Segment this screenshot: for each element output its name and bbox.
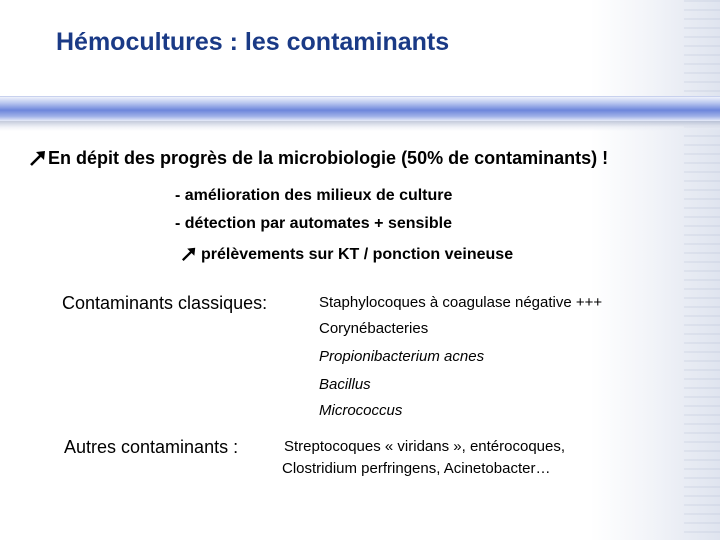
diagonal-arrow-icon (29, 149, 47, 167)
sub-point-1: - amélioration des milieux de culture (175, 187, 453, 204)
classic-item: Corynébacteries (319, 320, 429, 337)
other-contaminants-line: Streptocoques « viridans », entérocoques, (284, 438, 566, 455)
other-contaminants-line: Clostridium perfringens, Acinetobacter… (282, 460, 551, 477)
main-point: En dépit des progrès de la microbiologie (50% de contaminants) ! (48, 148, 609, 168)
conclusion-point: prélèvements sur KT / ponction veineuse (201, 246, 514, 263)
classic-item: Propionibacterium acnes (319, 348, 485, 365)
classic-item: Staphylocoques à coagulase négative +++ (319, 294, 603, 311)
title-band (0, 97, 720, 121)
classic-item: Bacillus (319, 376, 371, 393)
diagonal-arrow-icon (181, 246, 197, 262)
classic-item: Micrococcus (319, 402, 403, 419)
edge-texture (684, 0, 720, 540)
sub-point-2: - détection par automates + sensible (175, 215, 452, 232)
other-contaminants-label: Autres contaminants : (64, 437, 239, 457)
classic-contaminants-label: Contaminants classiques: (62, 293, 268, 313)
slide-title: Hémocultures : les contaminants (56, 28, 450, 56)
title-band-shadow (0, 121, 720, 131)
